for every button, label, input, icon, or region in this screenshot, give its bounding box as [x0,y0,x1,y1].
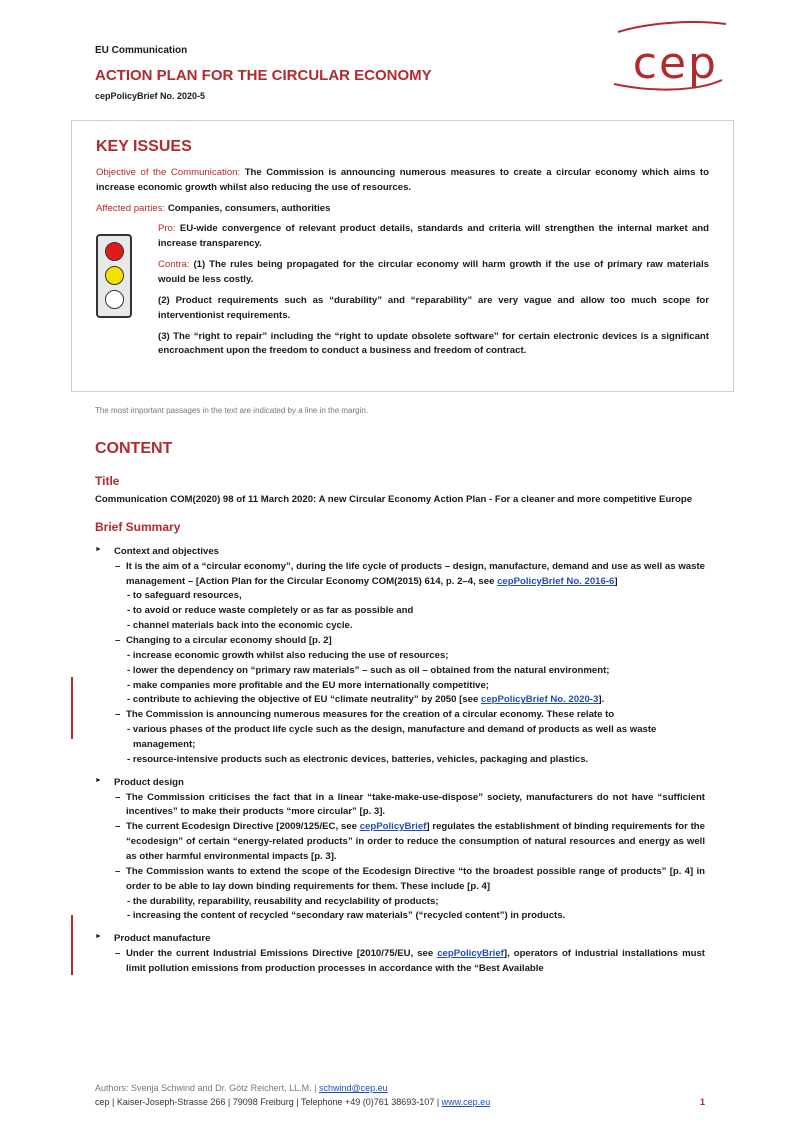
objective-paragraph [96,166,709,196]
item-text: ], operators of industrial installations must limit pollution emissions from production processes in accordance with the “Best Available [126,948,705,975]
traffic-light-yellow-lamp [105,266,124,285]
section-product-manufacture [95,932,705,977]
sub-item: - to safeguard resources, [127,590,242,602]
section-heading: ► Product manufacture [95,932,705,947]
sub-item: - increase economic growth whilst also reducing the use of resources; [127,649,449,661]
website-link[interactable]: www.cep.eu [441,1096,491,1107]
contra-paragraph-3 [158,330,709,360]
margin-line [71,677,73,739]
title-text: Communication COM(2020) 98 of 11 March 2020: A new Circular Economy Action Plan - For a cleaner and more competitive Europe [95,494,693,506]
list-item: – Changing to a circular economy should [p. 2] [95,634,705,649]
doc-title: ACTION PLAN FOR THE CIRCULAR ECONOMY [95,66,432,84]
contra-label: Contra: [158,259,190,271]
sub-item: - resource-intensive products such as electronic devices, batteries, vehicles, packaging and plastics. [127,753,589,765]
sub-item: - lower the dependency on “primary raw materials” – such as oil – obtained from the natural environment; [127,664,610,676]
item-text: ]. [598,694,605,706]
ceppolicybrief-link[interactable]: cepPolicyBrief No. 2020-3 [481,694,599,706]
ceppolicybrief-link[interactable]: cepPolicyBrief [437,948,504,960]
ceppolicybrief-link[interactable]: cepPolicyBrief No. 2016-6 [497,575,615,587]
list-item [95,560,705,590]
sub-item [95,693,705,708]
page-number: 1 [699,1097,705,1107]
content-section [95,437,705,977]
key-issues-box [71,120,734,392]
pro-label: Pro: [158,223,176,235]
section-context [95,545,705,768]
content-heading: CONTENT [95,440,173,457]
brief-number: cepPolicyBrief No. 2020-5 [95,90,206,101]
item-text: The current Ecodesign Directive [2009/125/EC, see [126,821,360,833]
sub-item: - to avoid or reduce waste completely or as far as possible and [127,605,414,617]
ceppolicybrief-link[interactable]: cepPolicyBrief [359,821,427,833]
traffic-light-white-lamp [105,290,124,309]
affected-label: Affected parties: [96,202,166,214]
contra-text-2: (2) Product requirements such as “durability” and “reparability” are very vague and allow too much scope for interventionist requirements. [158,294,709,321]
affected-text: Companies, consumers, authorities [167,202,331,214]
contra-paragraph-2 [158,294,709,324]
doc-kicker: EU Communication [95,45,188,56]
summary-heading: Brief Summary [95,520,181,535]
list-item [95,820,705,865]
margin-note: The most important passages in the text are indicated by a line in the margin. [95,406,369,415]
section-product-design [95,776,705,925]
item-text: ] [614,575,618,587]
authors-line [95,1082,705,1096]
traffic-light-icon [96,234,132,318]
item-text: Under the current Industrial Emissions Directive [2010/75/EU, see [126,948,438,960]
key-issues-heading: KEY ISSUES [96,138,192,155]
list-item: – The Commission wants to extend the scope of the Ecodesign Directive “to the broadest possible range of products” [p. 4] in order to be able to lay down binding requirements for them. These include [p. 4] [95,865,705,895]
pro-text: EU-wide convergence of relevant product details, standards and criteria will strengthen the internal market and increase transparency. [158,223,710,250]
title-heading: Title [95,473,120,488]
cep-logo: cep [632,38,718,89]
traffic-light-red-lamp [105,242,124,261]
assessment-area [96,222,709,359]
page-footer [95,1082,705,1110]
item-text: It is the aim of a “circular economy”, during the life cycle of products – design, manufacture, demand and use as well as waste management – [Action Plan for the Circular Economy COM(2015) 614, p. 2–4, see [126,560,705,587]
affected-paragraph [96,202,709,217]
list-item: – The Commission criticises the fact that in a linear “take-make-use-dispose” society, manufacturers do not have “sufficient incentives” to make their products “more circular” [p. 3]. [95,791,705,821]
address-text: cep | Kaiser-Joseph-Strasse 266 | 79098 Freiburg | Telephone +49 (0)761 38693-107 | [95,1096,442,1107]
address-line [95,1096,705,1110]
contra-text-3: (3) The “right to repair” including the “right to update obsolete software” for certain electronic devices is a significant encroachment upon the freedom to conduct a business and freedom of contract. [158,330,709,357]
list-item: – The Commission is announcing numerous measures for the creation of a circular economy. These relate to [95,708,705,723]
sub-item: - the durability, reparability, reusability and recyclability of products; [127,895,439,907]
item-text: ] regulates the establishment of binding requirements for the “ecodesign” of certain “energy-related products” in order to reduce the consumption of natural resources and energy as well as other harmful environmental impacts [p. 3]. [126,821,705,863]
contra-paragraph-1 [158,258,709,288]
margin-line [71,915,73,975]
pro-paragraph [158,222,709,252]
sub-item: - increasing the content of recycled “secondary raw materials” (“recycled content”) in products. [127,910,566,922]
author-email-link[interactable]: schwind@cep.eu [318,1083,388,1093]
item-text: - contribute to achieving the objective of EU “climate neutrality” by 2050 [see [127,694,481,706]
objective-label: Objective of the Communication: [96,166,241,178]
section-heading: ► Product design [95,776,705,791]
objective-text: The Commission is announcing numerous measures to create a circular economy which aims to increase economic growth whilst also reducing the use of resources. [96,166,709,193]
section-heading: ► Context and objectives [95,545,705,560]
sub-item: - channel materials back into the economic cycle. [127,620,353,632]
document-header [95,43,432,104]
sub-item: - various phases of the product life cycle such as the design, manufacture and demand of products as well as waste management; [127,724,657,751]
contra-text-1: (1) The rules being propagated for the circular economy will harm growth if the use of primary raw materials would be less costly. [158,259,709,285]
sub-item: - make companies more profitable and the EU more internationally competitive; [127,679,489,691]
authors-text: Authors: Svenja Schwind and Dr. Götz Reichert, LL.M. | [95,1083,319,1093]
list-item [95,947,705,977]
